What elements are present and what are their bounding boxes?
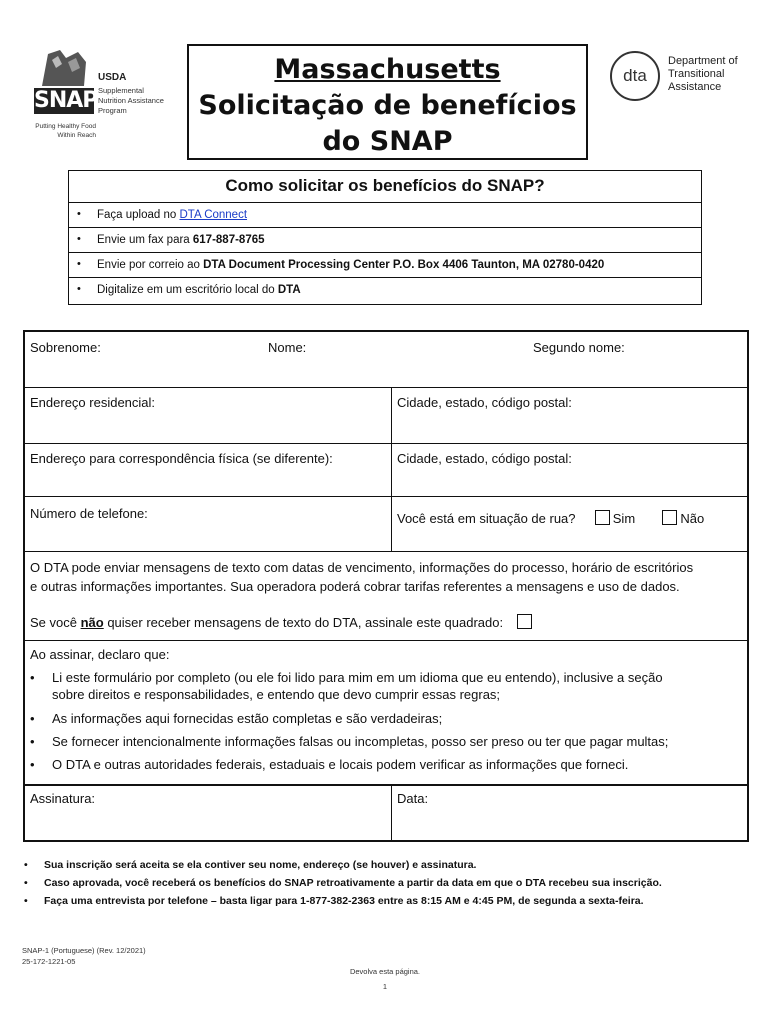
bullet-icon: •: [77, 233, 81, 245]
bullet-icon: •: [30, 734, 35, 749]
divider: [25, 551, 747, 552]
item-text: Faça upload no: [97, 209, 180, 221]
list-item: [69, 277, 701, 303]
text-message-notice-1: O DTA pode enviar mensagens de texto com datas de vencimento, informações do processo, horário de escritórios: [30, 560, 694, 575]
text-message-notice-2: e outras informações importantes. Sua operadora poderá cobrar tarifas referentes a mensagens e uso de dados.: [30, 579, 680, 594]
phone-field[interactable]: Número de telefone:: [30, 506, 148, 521]
bullet-icon: •: [77, 258, 81, 270]
footer-note-3: [24, 895, 644, 907]
bullet-icon: •: [30, 670, 35, 685]
bullet-icon: •: [24, 877, 28, 889]
dta-name-line2: Transitional: [668, 68, 725, 80]
page-title-box: [187, 44, 588, 160]
footer-note-text: Faça uma entrevista por telefone – basta ligar para 1-877-382-2363 entre as 8:15 AM e 4:45 PM, de segunda a sexta-feira.: [44, 895, 644, 907]
declaration-3: Se fornecer intencionalmente informações falsas ou incompletas, posso ser preso ou ter que pagar multas;: [52, 734, 669, 749]
how-to-apply-title: Como solicitar os benefícios do SNAP?: [225, 176, 545, 195]
snap-tagline: Putting Healthy Food Within Reach: [35, 123, 96, 139]
signature-field[interactable]: Assinatura:: [30, 791, 96, 806]
no-label: Não: [680, 511, 705, 526]
city-state-zip-field[interactable]: Cidade, estado, código postal:: [397, 395, 572, 410]
footer-note-text: Sua inscrição será aceita se ela contiver seu nome, endereço (se houver) e assinatura.: [44, 859, 477, 871]
date-field[interactable]: Data:: [397, 791, 429, 806]
dta-name: [668, 55, 768, 94]
declaration-2: As informações aqui fornecidas estão completas e são verdadeiras;: [52, 711, 443, 726]
item-text: Envie um fax para: [97, 234, 193, 246]
homeless-label: Você está em situação de rua?: [397, 511, 576, 526]
declaration-4: O DTA e outras autoridades federais, estaduais e locais podem verificar as informações que forneci.: [52, 757, 629, 772]
homeless-no-checkbox[interactable]: [662, 510, 677, 525]
text-opt-out-checkbox[interactable]: [517, 614, 532, 629]
grocery-bag-icon: [38, 48, 90, 88]
application-form: [23, 330, 749, 842]
how-to-apply-box: [68, 170, 702, 305]
snap-logo: SNAP: [34, 88, 98, 113]
list-item: [69, 202, 701, 228]
item-text: Envie por correio ao: [97, 259, 204, 271]
bullet-icon: •: [77, 208, 81, 220]
page-title-line2: Solicitação de benefícios: [198, 90, 577, 121]
bullet-icon: •: [24, 859, 28, 871]
yes-label: Sim: [612, 511, 636, 526]
divider: [25, 387, 747, 388]
dta-office: DTA: [277, 284, 301, 296]
mail-address: DTA Document Processing Center P.O. Box 4406 Taunton, MA 02780-0420: [203, 259, 605, 271]
form-code: SNAP-1 (Portuguese) (Rev. 12/2021): [22, 946, 146, 955]
footer-note-1: [24, 859, 476, 871]
page-title-state: Massachusetts: [274, 54, 501, 85]
homeless-question: [397, 510, 704, 526]
opt-out-line: [30, 614, 535, 630]
dta-name-line1: Department of: [668, 55, 738, 67]
bullet-icon: •: [30, 757, 35, 772]
mailing-city-state-zip-field[interactable]: Cidade, estado, código postal:: [397, 451, 572, 466]
dta-name-line3: Assistance: [668, 81, 722, 93]
divider: [25, 496, 747, 497]
usda-label: USDA: [98, 72, 127, 83]
page-number: 1: [382, 982, 388, 991]
last-name-field[interactable]: Sobrenome:: [30, 340, 101, 355]
divider: [25, 443, 747, 444]
declaration-1a: Li este formulário por completo (ou ele foi lido para mim em um idioma que eu entendo), inclusive a seção: [52, 670, 663, 685]
footer-note-2: [24, 877, 662, 889]
first-name-field[interactable]: Nome:: [268, 340, 307, 355]
bullet-icon: •: [77, 283, 81, 295]
declaration-1: [52, 669, 663, 703]
bullet-icon: •: [30, 711, 35, 726]
opt-out-text: Se você: [30, 615, 81, 630]
list-item: [69, 227, 701, 253]
divider: [25, 640, 747, 641]
declaration-1b: sobre direitos e responsabilidades, e entendo que devo cumprir essas regras;: [52, 687, 501, 702]
divider: [391, 784, 392, 840]
return-page-note: Devolva esta página.: [349, 967, 421, 976]
opt-out-not: não: [80, 615, 104, 630]
divider: [25, 784, 747, 786]
middle-name-field[interactable]: Segundo nome:: [533, 340, 625, 355]
home-address-field[interactable]: Endereço residencial:: [30, 395, 156, 410]
divider: [391, 387, 392, 551]
mailing-address-field[interactable]: Endereço para correspondência física (se diferente):: [30, 451, 333, 466]
opt-out-text: quiser receber mensagens de texto do DTA, assinale este quadrado:: [103, 615, 504, 630]
list-item: [69, 252, 701, 278]
declaration-heading: Ao assinar, declaro que:: [30, 647, 170, 662]
bullet-icon: •: [24, 895, 28, 907]
usda-subtitle: Supplemental Nutrition Assistance Program: [98, 86, 164, 115]
dta-connect-link[interactable]: DTA Connect: [179, 209, 248, 221]
page-title-line3: do SNAP: [322, 126, 453, 157]
footer-note-text: Caso aprovada, você receberá os benefícios do SNAP retroativamente a partir da data em que o DTA recebeu sua inscrição.: [44, 877, 662, 889]
fax-number: 617-887-8765: [192, 234, 265, 246]
homeless-yes-checkbox[interactable]: [595, 510, 610, 525]
form-number: 25-172-1221-05: [22, 957, 76, 966]
item-text: Digitalize em um escritório local do: [97, 284, 278, 296]
dta-logo-icon: dta: [610, 51, 660, 101]
